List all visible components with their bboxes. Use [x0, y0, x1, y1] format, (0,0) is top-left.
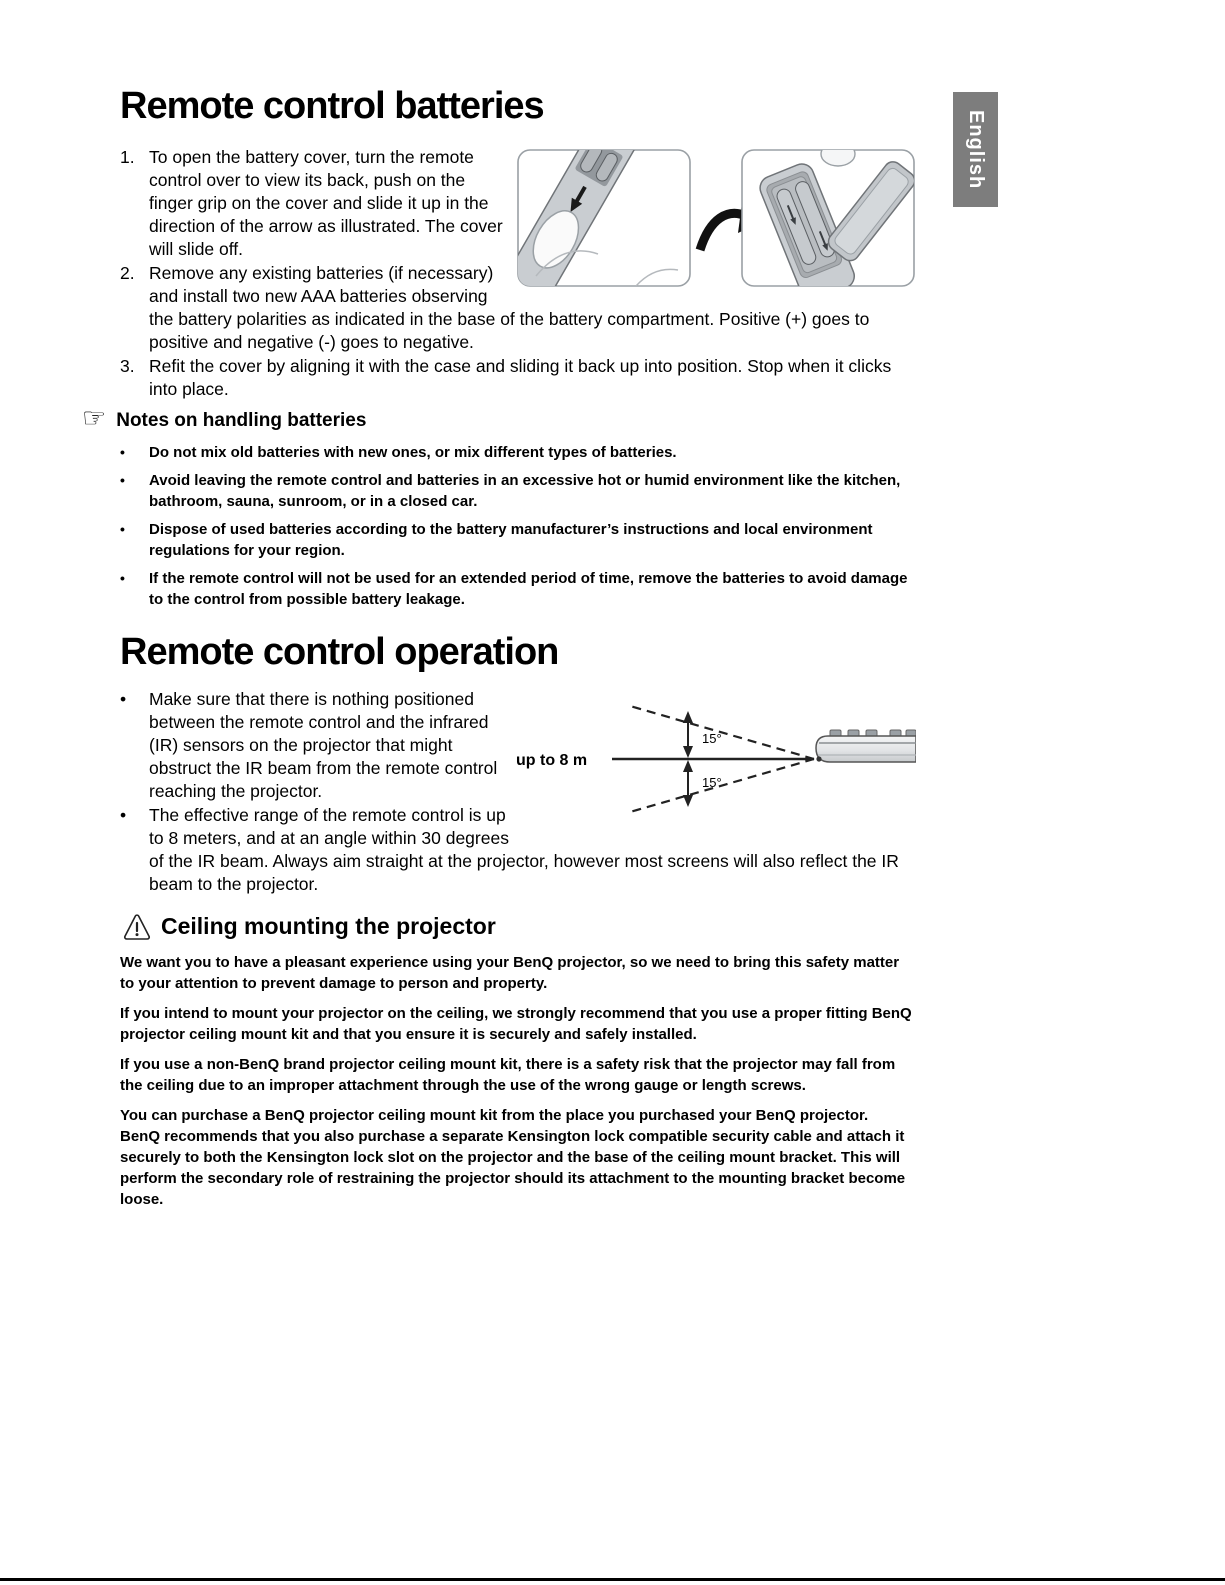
- section-title-operation: Remote control operation: [120, 630, 559, 673]
- ceiling-mounting-title: Ceiling mounting the projector: [161, 912, 496, 939]
- bullet-marker: •: [120, 471, 125, 488]
- operation-area: [120, 688, 916, 897]
- step-number: 2.: [120, 262, 135, 283]
- note-item: [120, 470, 916, 512]
- warning-triangle-icon: [122, 913, 152, 940]
- page-content: [82, 85, 916, 1219]
- step-text: Refit the cover by aligning it with the case and sliding it back up into position. Stop when it clicks into place.: [149, 355, 892, 399]
- note-text: Do not mix old batteries with new ones, or mix different types of batteries.: [149, 443, 677, 461]
- pointing-hand-icon: ☞: [82, 402, 107, 433]
- ceiling-paragraph: If you use a non-BenQ brand projector ceiling mount kit, there is a safety risk that the projector may fall from the ceiling due to an improper attachment through the use of the wrong gauge or length screws.: [120, 1055, 896, 1094]
- note-item: [120, 442, 916, 463]
- battery-step-1: [120, 146, 916, 261]
- bullet-marker: •: [120, 443, 125, 460]
- page-bottom-rule: [0, 1578, 1225, 1581]
- bullet-marker: •: [120, 804, 127, 825]
- bullet-marker: •: [120, 520, 125, 537]
- notes-header: [82, 402, 916, 433]
- notes-title: Notes on handling batteries: [116, 409, 367, 431]
- ceiling-mounting-header: [122, 913, 916, 940]
- section-title-batteries: Remote control batteries: [120, 85, 544, 127]
- bullet-text: Make sure that there is nothing positioned between the remote control and the infrared (IR) sensors on the projector that might obstruct the IR beam from the remote control reaching the projector.: [149, 688, 498, 801]
- ceiling-paragraph: You can purchase a BenQ projector ceiling mount kit from the place you purchased your BenQ projector. BenQ recommends that you also purchase a separate Kensington lock compatible security cable and attach it securely to both the Kensington lock slot on the projector and the base of the ceiling mount bracket. This will perform the secondary role of restraining the projector should its attachment to the mounting bracket become loose.: [120, 1106, 906, 1208]
- note-text: If the remote control will not be used for an extended period of time, remove the batteries to avoid damage to the control from possible battery leakage.: [149, 569, 908, 608]
- note-item: [120, 519, 916, 561]
- step-text: To open the battery cover, turn the remote control over to view its back, push on the finger grip on the cover and slide it up in the direction of the arrow as illustrated. The cover will slide off.: [149, 146, 503, 259]
- battery-step-3: [120, 355, 916, 401]
- step-number: 1.: [120, 146, 135, 167]
- note-text: Avoid leaving the remote control and batteries in an excessive hot or humid environment like the kitchen, bathroom, sauna, sunroom, or in a closed car.: [149, 471, 901, 510]
- step-text: Remove any existing batteries (if necessary) and install two new AAA batteries observing the battery polarities as indicated in the base of the battery compartment. Positive (+) goes to positive and negative (-) goes to negative.: [149, 262, 870, 352]
- bullet-marker: •: [120, 569, 125, 586]
- range-label: up to 8 m: [516, 751, 588, 769]
- note-text: Dispose of used batteries according to the battery manufacturer’s instructions and local environment regulations for your region.: [149, 520, 873, 559]
- ceiling-paragraph: We want you to have a pleasant experience using your BenQ projector, so we need to bring this safety matter to your attention to prevent damage to person and property.: [120, 953, 900, 992]
- bullet-marker: •: [120, 688, 127, 709]
- language-tab: [953, 92, 998, 207]
- ceiling-mounting-section: [120, 913, 916, 1210]
- note-item: [120, 568, 916, 610]
- bullet-text: The effective range of the remote control is up to 8 meters, and at an angle within 30 degrees of the IR beam. Always aim straight at the projector, however most screens will also reflect the IR beam to the projector.: [149, 804, 899, 894]
- language-tab-label: English: [965, 109, 987, 190]
- angle-label-upper: 15°: [702, 730, 722, 746]
- notes-block: [82, 402, 916, 610]
- battery-step-2: [120, 262, 916, 354]
- step-number: 3.: [120, 355, 135, 376]
- ceiling-paragraph: If you intend to mount your projector on the ceiling, we strongly recommend that you use a proper fitting BenQ projector ceiling mount kit and that you ensure it is securely and safely installed.: [120, 1004, 912, 1043]
- battery-steps-area: [120, 146, 916, 402]
- angle-label-lower: 15°: [702, 774, 722, 790]
- operation-bullet-2: [120, 804, 916, 896]
- operation-bullet-1: [120, 688, 916, 803]
